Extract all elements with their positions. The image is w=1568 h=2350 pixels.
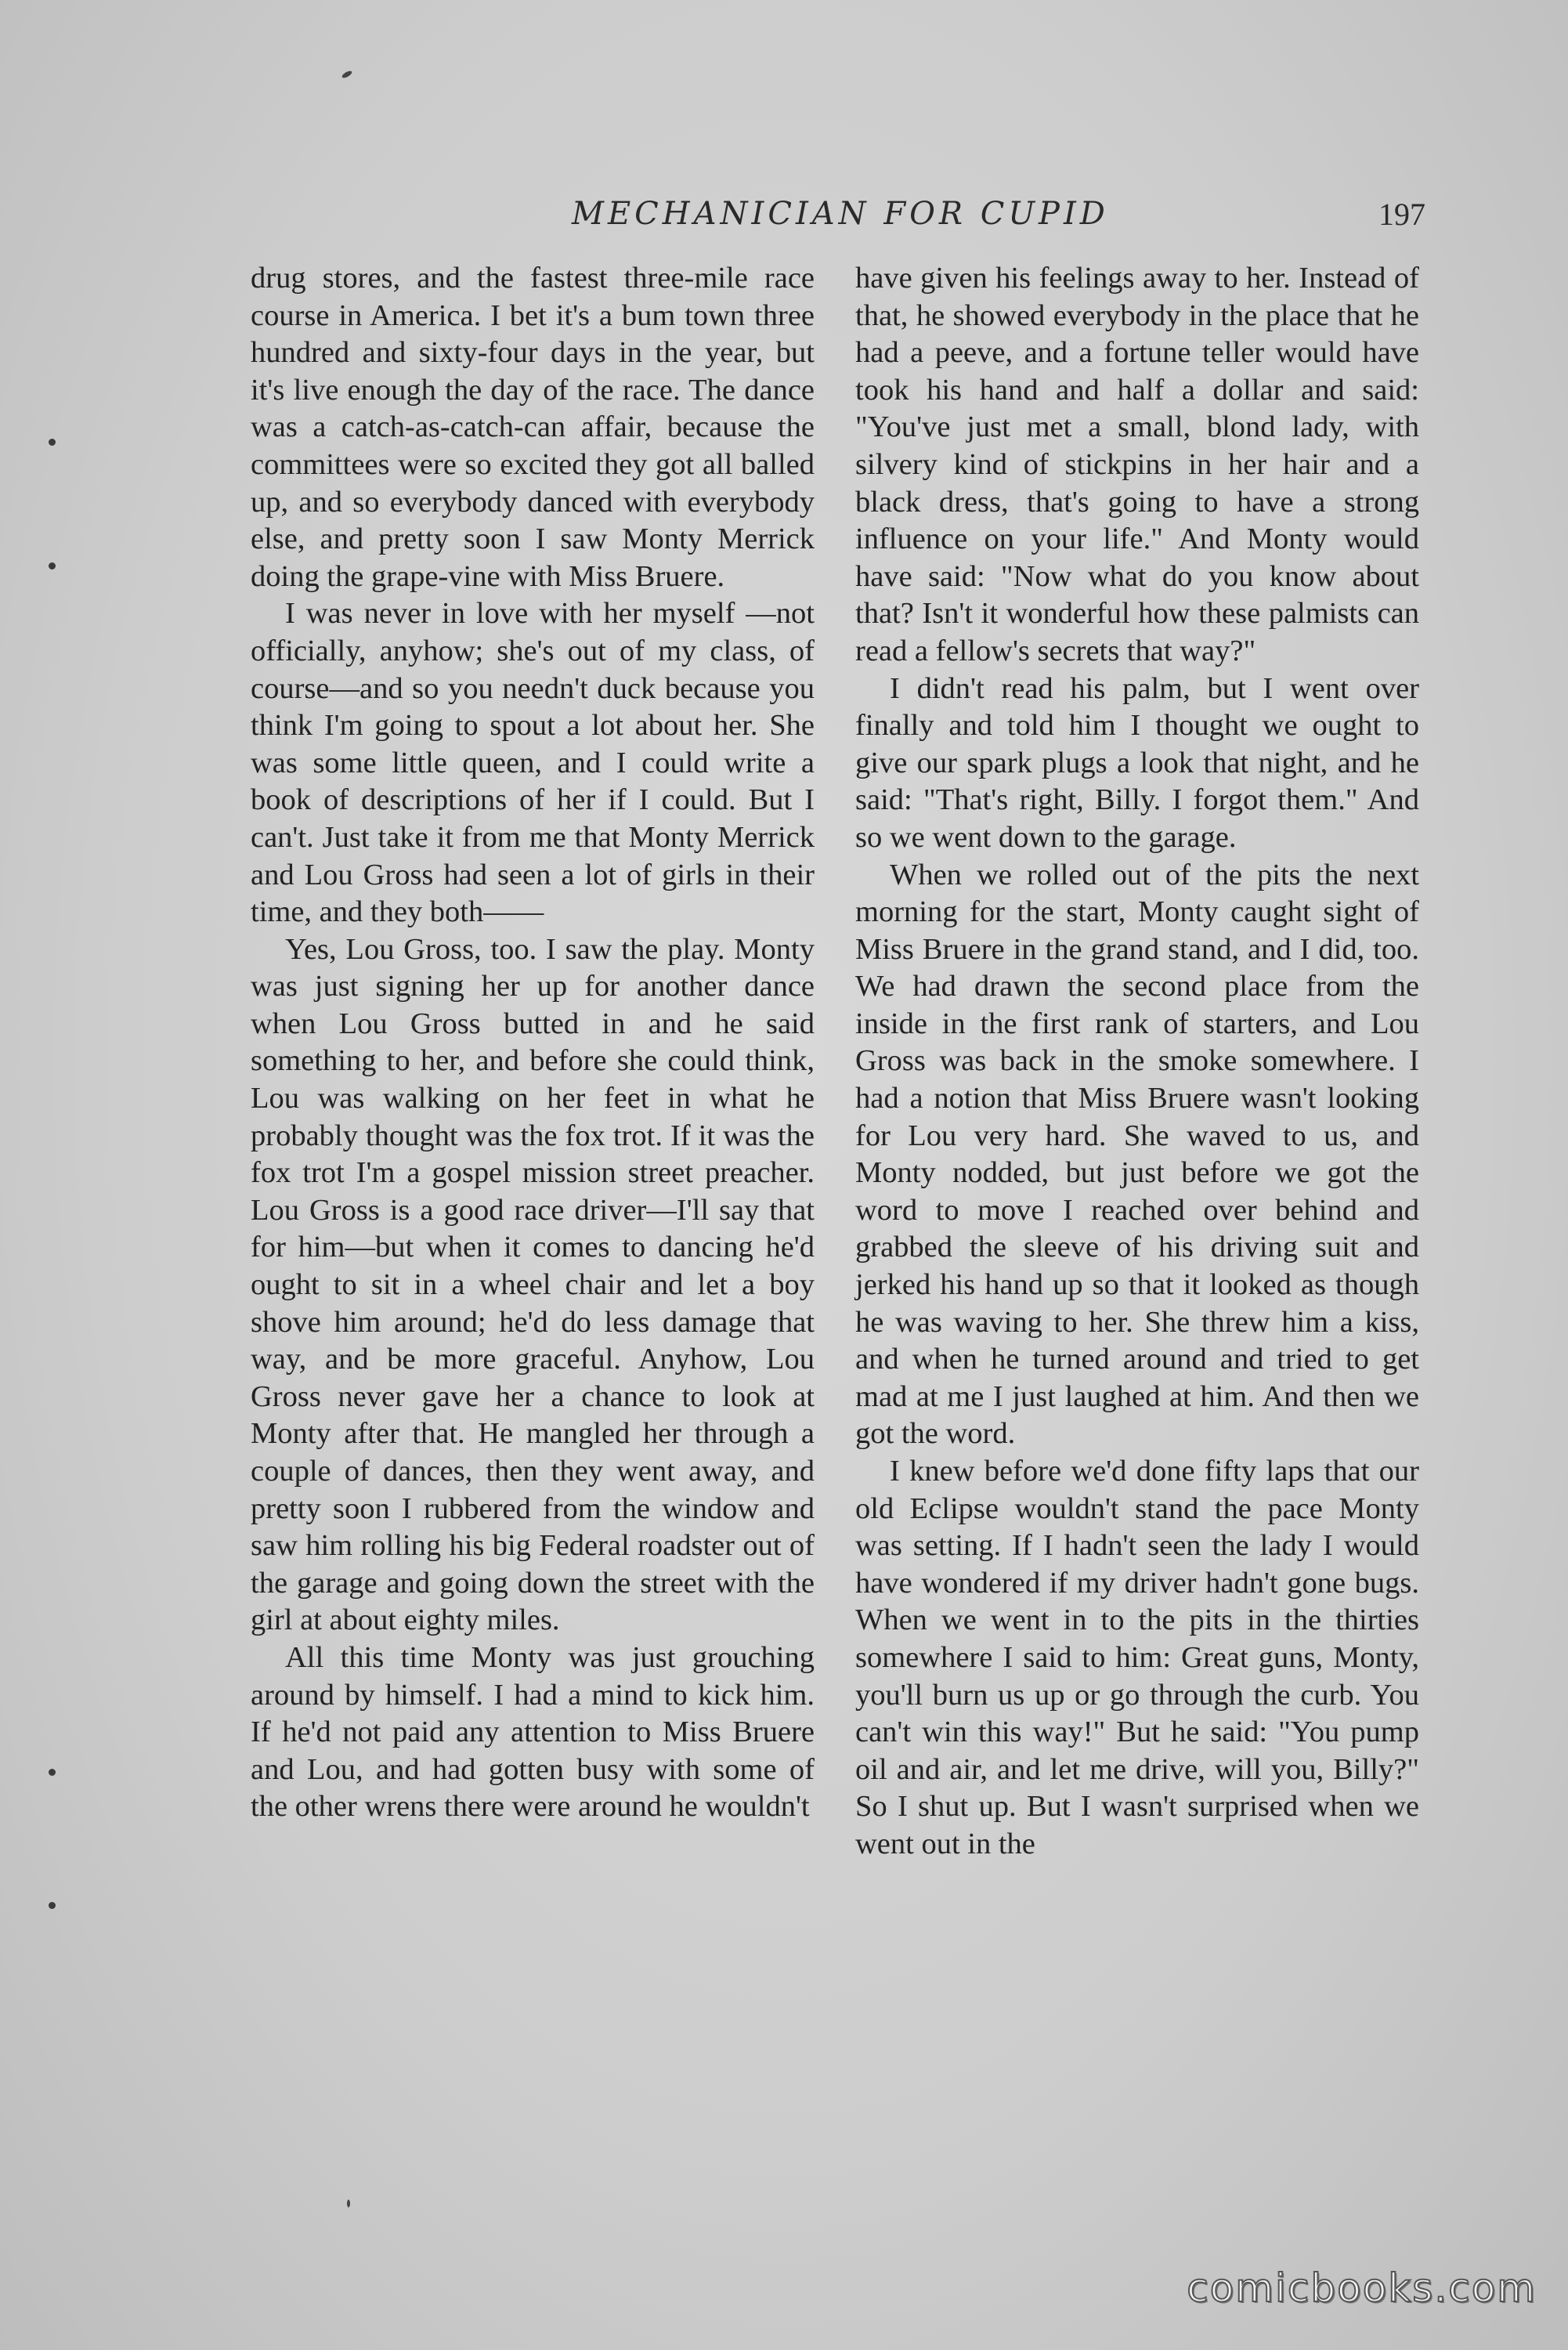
running-title: MECHANICIAN FOR CUPID: [572, 196, 1109, 232]
paragraph: I was never in love with her myself —not officially, anyhow; she's out of my class, of course—and so you needn't duck because you think I'm going to spout a lot about her. She was some little queen, and I could write a book of descriptions of her if I could. But I can't. Just take it from me that Monty Merrick and Lou Gross had seen a lot of girls in their time, and they both——: [251, 597, 815, 929]
right-text-column: [855, 260, 1419, 1864]
page-header: [251, 196, 1425, 243]
paragraph: drug stores, and the fastest three-mile race course in America. I bet it's a bum town three hundred and sixty-four days in the year, but it's live enough the day of the race. The dance was a catch-as-catch-can affair, because the committees were so excited they got all balled up, and so everybody danced with everybody else, and pretty soon I saw Monty Merrick doing the grape-vine with Miss Bruere.: [251, 262, 815, 593]
left-text-column: [251, 260, 815, 1826]
paragraph: Yes, Lou Gross, too. I saw the play. Monty was just signing her up for another dance when Lou Gross butted in and he said something to her, and before she could think, Lou was walking on her feet in what he probably thought was the fox trot. If it was the fox trot I'm a gospel mission street preacher. Lou Gross is a good race driver—I'll say that for him—but when it comes to dancing he'd ought to sit in a wheel chair and let a boy shove him around; he'd do less damage that way, and be more graceful. Anyhow, Lou Gross never gave her a chance to look at Monty after that. He mangled her through a couple of dances, then they went away, and pretty soon I rubbered from the window and saw him rolling his big Federal roadster out of the garage and going down the street with the girl at about eighty miles.: [251, 932, 815, 1637]
page-number: 197: [1378, 197, 1425, 232]
binding-hole: [49, 1769, 56, 1776]
paragraph: I didn't read his palm, but I went over finally and told him I thought we ought to give our spark plugs a look that night, and he said: "That's right, Billy. I forgot them." And so we went down to the garage.: [855, 671, 1419, 854]
binding-hole: [49, 439, 56, 446]
binding-hole: [49, 1902, 56, 1909]
paragraph: All this time Monty was just grouching around by himself. I had a mind to kick him. If he'd not paid any attention to Miss Bruere and Lou, and had gotten busy with some of the other wrens there were around he wouldn't: [251, 1640, 815, 1824]
ink-speck: [347, 2200, 350, 2207]
paragraph: have given his feelings away to her. Instead of that, he showed everybody in the place that he had a peeve, and a fortune teller would have took his hand and half a dollar and said: "You've just met a small, blond lady, with silvery kind of stickpins in her hair and a black dress, that's going to have a strong influence on your life." And Monty would have said: "Now what do you know about that? Isn't it wonderful how these palmists can read a fellow's secrets that way?": [855, 262, 1419, 667]
site-watermark: comicbooks.com: [1187, 2265, 1537, 2311]
paragraph: I knew before we'd done fifty laps that our old Eclipse wouldn't stand the pace Monty was setting. If I hadn't seen the lady I would have wondered if my driver hadn't gone bugs. When we went in to the pits in the thirties somewhere I said to him: Great guns, Monty, you'll burn us up or go through the curb. You can't win this way!" But he said: "You pump oil and air, and let me drive, will you, Billy?" So I shut up. But I wasn't surprised when we went out in the: [855, 1455, 1419, 1860]
paragraph: When we rolled out of the pits the next morning for the start, Monty caught sight of Miss Bruere in the grand stand, and I did, too. We had drawn the second place from the inside in the first rank of starters, and Lou Gross was back in the smoke somewhere. I had a notion that Miss Bruere wasn't looking for Lou very hard. She waved to us, and Monty nodded, but just before we got the word to move I reached over behind and grabbed the sleeve of his driving suit and jerked his hand up so that it looked as though he was waving to her. She threw him a kiss, and when he turned around and tried to get mad at me I just laughed at him. And then we got the word.: [855, 858, 1419, 1451]
ink-speck: [341, 70, 352, 79]
binding-hole: [49, 562, 56, 569]
